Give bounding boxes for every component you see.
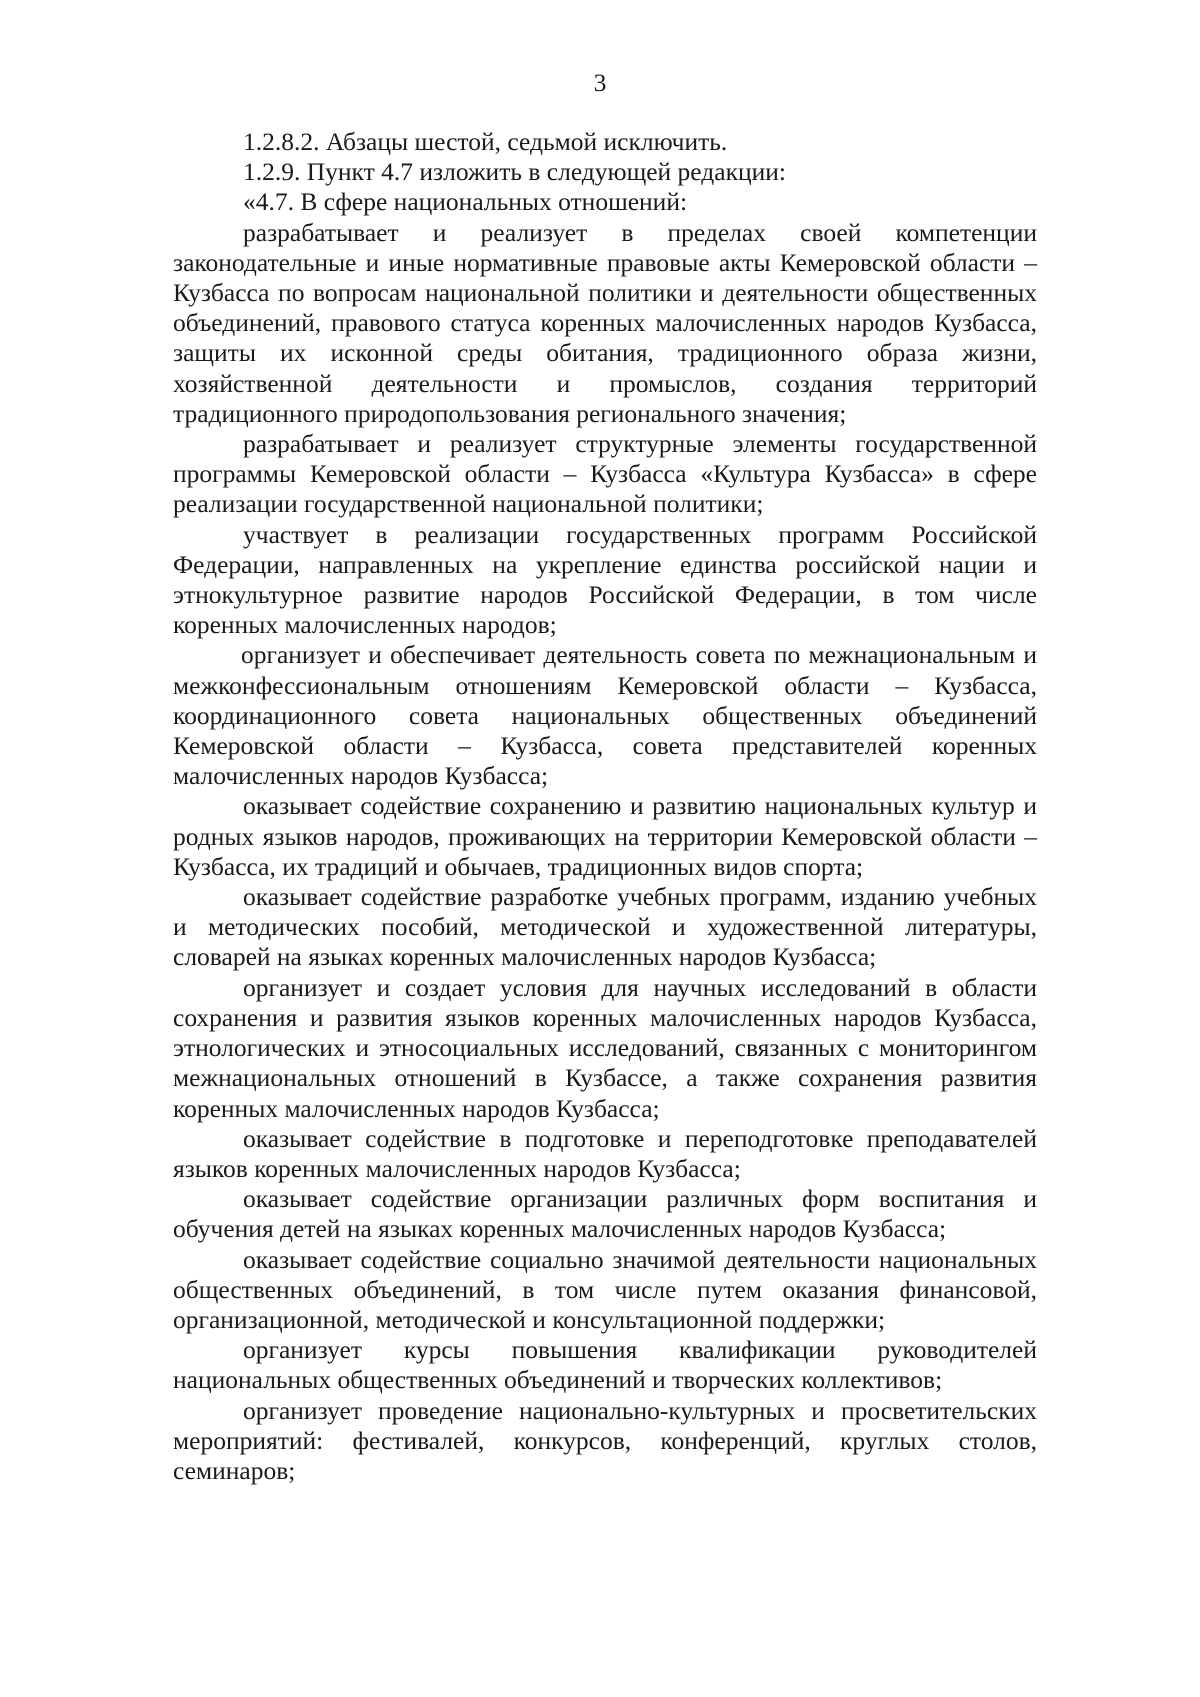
paragraph-develops-legal-acts: разрабатывает и реализует в пределах своей компетенции законодательные и иные нормативные правовые акты Кемеровской области – Кузбасса по вопросам национальной политики и деятельности общественных объединений, правового статуса коренных малочисленных народов Кузбасса, защиты их исконной среды обитания, традиционного образа жизни, хозяйственной деятельности и промыслов, создания территорий традиционного природопользования регионального значения; xyxy=(173,217,1037,428)
paragraph-organizes-councils: организует и обеспечивает деятельность совета по межнациональным и межконфессиональным отношениям Кемеровской области – Кузбасса, координационного совета национальных общественных объединений Кемеровской области – Кузбасса, совета представителей коренных малочисленных народов Кузбасса; xyxy=(173,640,1037,791)
paragraph-4-7-heading: «4.7. В сфере национальных отношений: xyxy=(243,187,688,217)
paragraph-supports-public-associations: оказывает содействие социально значимой деятельности национальных общественных объединений, в том числе путем оказания финансовой, организационной, методической и консультационной поддержки; xyxy=(173,1244,1037,1334)
paragraph-supports-national-cultures: оказывает содействие сохранению и развитию национальных культур и родных языков народов, проживающих на территории Кемеровской области – Кузбасса, их традиций и обычаев, традиционных видов спорта; xyxy=(173,791,1037,881)
paragraph-1-2-9: 1.2.9. Пункт 4.7 изложить в следующей редакции: xyxy=(243,157,786,187)
paragraph-organizes-events: организует проведение национально-культурных и просветительских мероприятий: фестивалей, конкурсов, конференций, круглых столов, семинаров; xyxy=(173,1395,1037,1485)
paragraph-participates-federal-programs: участвует в реализации государственных программ Российской Федерации, направленных на укрепление единства российской нации и этнокультурное развитие народов Российской Федерации, в том числе коренных малочисленных народов; xyxy=(173,519,1037,640)
paragraph-supports-child-education: оказывает содействие организации различных форм воспитания и обучения детей на языках коренных малочисленных народов Кузбасса; xyxy=(173,1184,1037,1244)
document-body xyxy=(173,127,1037,1486)
paragraph-develops-program-elements: разрабатывает и реализует структурные элементы государственной программы Кемеровской области – Кузбасса «Культура Кузбасса» в сфере реализации государственной национальной политики; xyxy=(173,429,1037,519)
page-number: 3 xyxy=(593,68,607,97)
paragraph-supports-teacher-training: оказывает содействие в подготовке и переподготовке преподавателей языков коренных малочисленных народов Кузбасса; xyxy=(173,1123,1037,1183)
paragraph-1-2-8-2: 1.2.8.2. Абзацы шестой, седьмой исключить. xyxy=(243,127,728,156)
paragraph-supports-educational-programs: оказывает содействие разработке учебных программ, изданию учебных и методических пособий, методической и художественной литературы, словарей на языках коренных малочисленных народов Кузбасса; xyxy=(173,882,1037,972)
paragraph-organizes-courses: организует курсы повышения квалификации руководителей национальных общественных объединений и творческих коллективов; xyxy=(173,1335,1037,1395)
paragraph-organizes-research: организует и создает условия для научных исследований в области сохранения и развития языков коренных малочисленных народов Кузбасса, этнологических и этносоциальных исследований, связанных с мониторингом межнациональных отношений в Кузбассе, а также сохранения развития коренных малочисленных народов Кузбасса; xyxy=(173,972,1037,1123)
